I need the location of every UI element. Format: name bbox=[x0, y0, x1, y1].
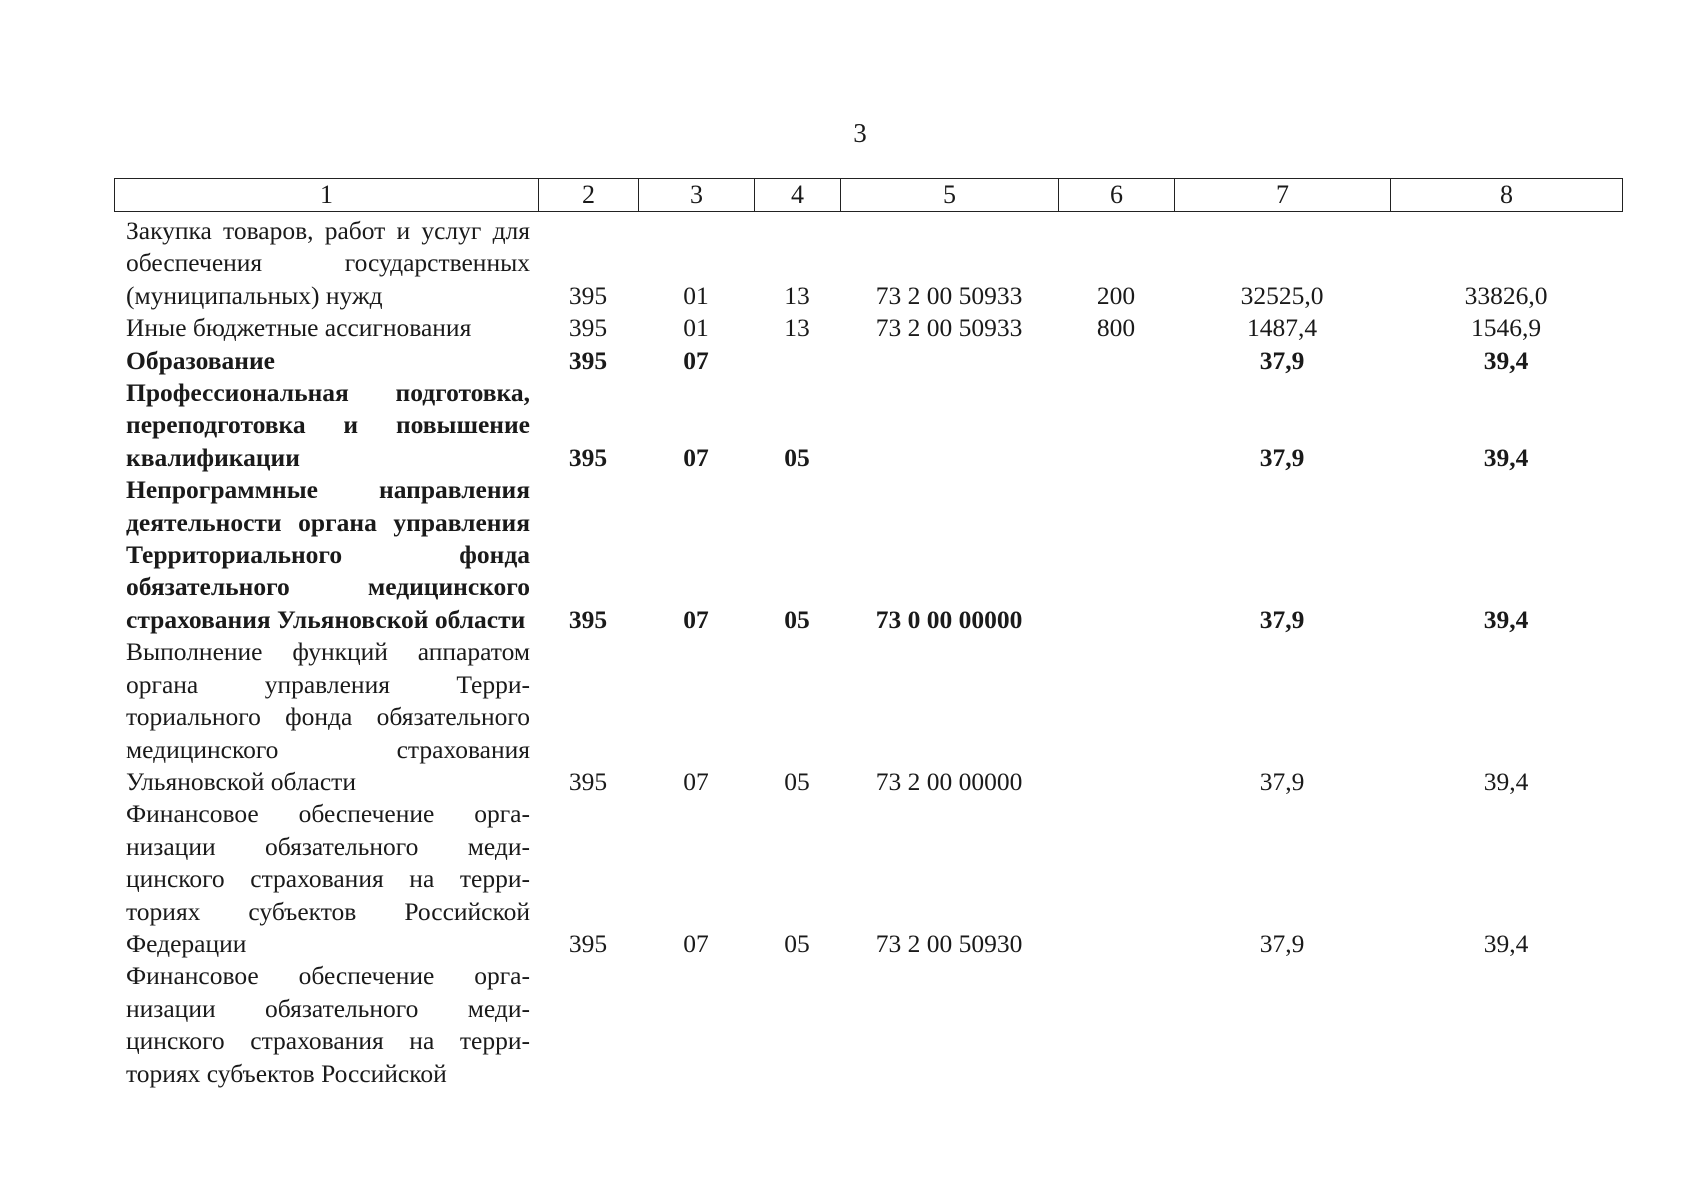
cell-department-code: 395 bbox=[568, 313, 608, 343]
table-row bbox=[0, 312, 1696, 344]
cell-target-article: 73 2 00 00000 bbox=[875, 766, 1023, 796]
cell-section: 01 bbox=[683, 280, 709, 310]
column-header-6: 6 bbox=[1059, 179, 1175, 212]
cell-amount-year-1: 32525,0 bbox=[1240, 280, 1324, 310]
table-row bbox=[0, 215, 1696, 312]
column-header-5: 5 bbox=[841, 179, 1059, 212]
cell-section: 01 bbox=[683, 313, 709, 343]
row-description: Профессиональная подготовка, переподготовка и повышение квалификации bbox=[126, 378, 530, 472]
cell-amount-year-2: 39,4 bbox=[1483, 928, 1529, 958]
cell-subsection: 05 bbox=[784, 442, 810, 472]
column-header-2: 2 bbox=[539, 179, 639, 212]
cell-amount-year-1: 37,9 bbox=[1259, 928, 1305, 958]
cell-department-code: 395 bbox=[568, 442, 608, 472]
cell-expense-type bbox=[1058, 442, 1174, 474]
cell-expense-type: 800 bbox=[1096, 313, 1136, 343]
cell-target-article: 73 2 00 50933 bbox=[875, 280, 1023, 310]
cell-department-code: 395 bbox=[568, 928, 608, 958]
cell-amount-year-2: 39,4 bbox=[1483, 604, 1529, 634]
budget-rows bbox=[0, 215, 1696, 1090]
cell-section: 07 bbox=[683, 928, 709, 958]
table-row bbox=[0, 960, 1696, 1090]
page-number: 3 bbox=[853, 118, 867, 148]
cell-expense-type bbox=[1058, 345, 1174, 377]
table-row bbox=[0, 345, 1696, 377]
column-header-1: 1 bbox=[115, 179, 539, 212]
cell-subsection: 05 bbox=[784, 604, 810, 634]
cell-amount-year-1: 37,9 bbox=[1259, 604, 1305, 634]
cell-amount-year-1: 37,9 bbox=[1259, 345, 1305, 375]
row-description: Образование bbox=[126, 345, 275, 375]
cell-target-article bbox=[840, 442, 1058, 474]
column-header-4: 4 bbox=[755, 179, 841, 212]
cell-subsection: 13 bbox=[784, 313, 810, 343]
column-header-3: 3 bbox=[639, 179, 755, 212]
cell-amount-year-2: 39,4 bbox=[1483, 442, 1529, 472]
cell-subsection bbox=[754, 345, 840, 377]
column-header-8: 8 bbox=[1391, 179, 1623, 212]
cell-target-article: 73 0 00 00000 bbox=[875, 604, 1023, 634]
cell-section: 07 bbox=[683, 442, 709, 472]
cell-amount-year-2: 1546,9 bbox=[1470, 313, 1542, 343]
cell-subsection: 13 bbox=[784, 280, 810, 310]
cell-department-code: 395 bbox=[568, 345, 608, 375]
cell-department-code: 395 bbox=[568, 604, 608, 634]
row-description: Финансовое обеспечение организации обязательного медицинского страхования на территориях субъектов Российской bbox=[126, 961, 530, 1088]
row-description: Выполнение функций аппаратом органа управления Территориального фонда обязательного медицинского страхования Ульяновской области bbox=[126, 637, 530, 796]
cell-target-article: 73 2 00 50933 bbox=[875, 313, 1023, 343]
cell-expense-type bbox=[1058, 604, 1174, 636]
cell-subsection: 05 bbox=[784, 928, 810, 958]
cell-subsection: 05 bbox=[784, 766, 810, 796]
table-row bbox=[0, 636, 1696, 798]
cell-section: 07 bbox=[683, 766, 709, 796]
cell-expense-type bbox=[1058, 766, 1174, 798]
cell-amount-year-2: 39,4 bbox=[1483, 345, 1529, 375]
cell-target-article: 73 2 00 50930 bbox=[875, 928, 1023, 958]
cell-section: 07 bbox=[683, 604, 709, 634]
cell-target-article bbox=[840, 345, 1058, 377]
cell-amount-year-1: 37,9 bbox=[1259, 442, 1305, 472]
table-row bbox=[0, 377, 1696, 474]
cell-amount-year-1: 1487,4 bbox=[1246, 313, 1318, 343]
cell-amount-year-2: 39,4 bbox=[1483, 766, 1529, 796]
cell-department-code: 395 bbox=[568, 280, 608, 310]
column-header-7: 7 bbox=[1175, 179, 1391, 212]
cell-department-code: 395 bbox=[568, 766, 608, 796]
column-header-table bbox=[114, 178, 1623, 212]
cell-section: 07 bbox=[683, 345, 709, 375]
cell-expense-type: 200 bbox=[1096, 280, 1136, 310]
cell-expense-type bbox=[1058, 928, 1174, 960]
row-description: Иные бюджетные ассигнования bbox=[126, 313, 472, 343]
row-description: Закупка товаров, работ и услуг для обеспечения государственных (муниципальных) нужд bbox=[126, 216, 530, 310]
table-row bbox=[0, 798, 1696, 960]
row-description: Непрограммные направления деятельности органа управления Территориального фонда обязательного медицинского страхования Ульяновской области bbox=[126, 475, 530, 634]
table-row bbox=[0, 474, 1696, 636]
cell-amount-year-1: 37,9 bbox=[1259, 766, 1305, 796]
row-description: Финансовое обеспечение организации обязательного медицинского страхования на территориях субъектов Российской Федерации bbox=[126, 799, 530, 958]
cell-amount-year-2: 33826,0 bbox=[1464, 280, 1548, 310]
column-header-row bbox=[115, 179, 1623, 212]
